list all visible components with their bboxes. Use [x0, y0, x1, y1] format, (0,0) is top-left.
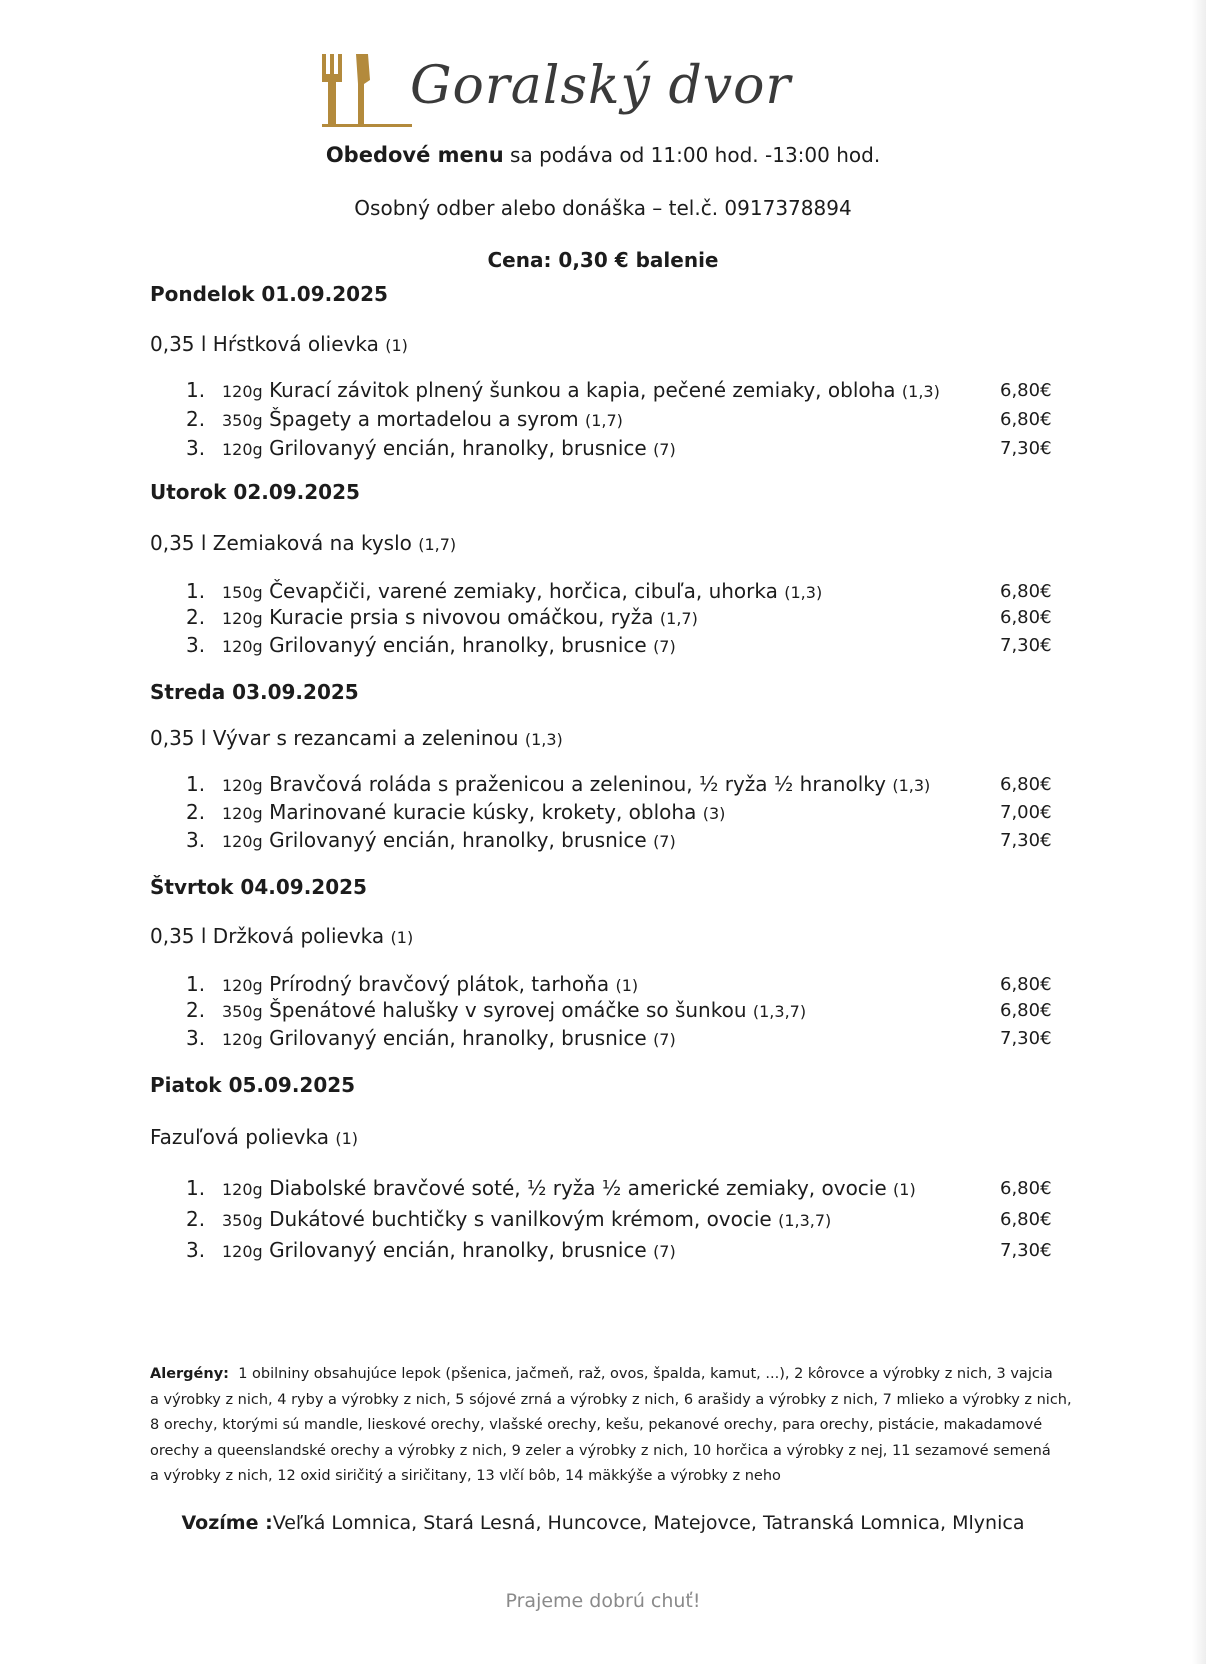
soup-allergens: (1,7)	[418, 535, 457, 554]
dish-line	[222, 800, 725, 824]
dish-line	[222, 378, 940, 402]
dish-allergens: (1,3)	[901, 382, 940, 401]
dish-allergens: (7)	[653, 1242, 676, 1261]
intro-line	[0, 143, 1206, 167]
day-title: Piatok 05.09.2025	[150, 1073, 356, 1097]
dish-line	[222, 972, 638, 996]
dish-name: Grilovanyý encián, hranolky, brusnice	[269, 633, 647, 657]
dish-name: Grilovanyý encián, hranolky, brusnice	[269, 436, 647, 460]
dish-weight: 120g	[222, 637, 263, 656]
soup-name: 0,35 l Hŕstková olievka	[150, 332, 379, 356]
dish-line	[222, 605, 698, 629]
dish-price: 7,30€	[1000, 830, 1052, 851]
soup-allergens: (1)	[385, 336, 408, 355]
allergens-line: a výrobky z nich, 12 oxid siričitý a siričitany, 13 vlčí bôb, 14 mäkkýše a výrobky z neho	[150, 1468, 781, 1484]
dish-number: 1.	[186, 972, 206, 996]
dish-weight: 120g	[222, 1242, 263, 1261]
dish-price: 6,80€	[1000, 581, 1052, 602]
dish-weight: 350g	[222, 1211, 263, 1230]
dish-number: 1.	[186, 1176, 206, 1200]
dish-name: Čevapčiči, varené zemiaky, horčica, cibuľa, uhorka	[269, 579, 778, 603]
soup-line	[150, 726, 563, 750]
serving-hours: sa podáva od 11:00 hod. -13:00 hod.	[503, 143, 881, 167]
dish-allergens: (1,3,7)	[752, 1002, 807, 1021]
dish-allergens: (1,7)	[659, 609, 698, 628]
dish-line	[222, 633, 676, 657]
dish-weight: 120g	[222, 1180, 263, 1199]
dish-number: 3.	[186, 1026, 206, 1050]
dish-price: 6,80€	[1000, 409, 1052, 430]
restaurant-logo	[322, 18, 852, 146]
dish-name: Špagety a mortadelou a syrom	[269, 407, 579, 431]
dish-price: 7,30€	[1000, 438, 1052, 459]
allergens-label: Alergény:	[150, 1366, 229, 1382]
dish-line	[222, 407, 623, 431]
dish-weight: 150g	[222, 583, 263, 602]
allergens-line: orechy a queenslandské orechy a výrobky z nich, 9 zeler a výrobky z nich, 10 horčica a výrobky z nej, 11 sezamové semená	[150, 1442, 1051, 1459]
dish-price: 6,80€	[1000, 607, 1052, 628]
dish-price: 6,80€	[1000, 380, 1052, 401]
dish-line	[222, 579, 822, 603]
dish-allergens: (1)	[615, 976, 639, 995]
delivery-line	[0, 1512, 1206, 1534]
dish-number: 1.	[186, 772, 206, 796]
dish-allergens: (1,7)	[584, 411, 623, 430]
dish-number: 3.	[186, 633, 206, 657]
packaging-price: Cena: 0,30 € balenie	[487, 248, 719, 272]
dish-line	[222, 1207, 831, 1231]
soup-line	[150, 1125, 358, 1149]
day-title: Štvrtok 04.09.2025	[150, 875, 367, 899]
dish-name: Dukátové buchtičky s vanilkovým krémom, ovocie	[269, 1207, 772, 1231]
dish-line	[222, 1176, 916, 1200]
allergens-text: 1 obilniny obsahujúce lepok (pšenica, jačmeň, raž, ovos, špalda, kamut, ...), 2 kôrovce a výrobky z nich, 3 vajcia	[238, 1366, 1053, 1382]
dish-weight: 120g	[222, 776, 263, 795]
dish-line	[222, 998, 806, 1022]
day-title: Streda 03.09.2025	[150, 680, 359, 704]
dish-price: 7,30€	[1000, 1028, 1052, 1049]
dish-name: Grilovanyý encián, hranolky, brusnice	[269, 1026, 647, 1050]
soup-name: 0,35 l Zemiaková na kyslo	[150, 531, 412, 555]
dish-number: 3.	[186, 828, 206, 852]
logo-text: Goralský dvor	[410, 56, 792, 116]
dish-allergens: (3)	[702, 804, 726, 823]
dish-number: 2.	[186, 605, 206, 629]
fork-knife-icon	[322, 18, 412, 128]
dish-line	[222, 1238, 676, 1262]
allergens-line: a výrobky z nich, 4 ryby a výrobky z nich, 5 sójové zrná a výrobky z nich, 6 arašidy a výrobky z nich, 7 mlieko a výrobky z nich,	[150, 1391, 1072, 1408]
dish-allergens: (7)	[653, 1030, 676, 1049]
dish-weight: 120g	[222, 976, 263, 995]
dish-allergens: (7)	[653, 832, 676, 851]
dish-number: 2.	[186, 800, 206, 824]
dish-number: 3.	[186, 436, 206, 460]
dish-name: Diabolské bravčové soté, ½ ryža ½ americké zemiaky, ovocie	[269, 1176, 887, 1200]
day-title: Utorok 02.09.2025	[150, 480, 360, 504]
soup-name: 0,35 l Držková polievka	[150, 924, 385, 948]
delivery-places: Veľká Lomnica, Stará Lesná, Huncovce, Matejovce, Tatranská Lomnica, Mlynica	[272, 1512, 1025, 1534]
dish-name: Kurací závitok plnený šunkou a kapia, pečené zemiaky, obloha	[269, 378, 896, 402]
dish-number: 3.	[186, 1238, 206, 1262]
delivery-label: Vozíme :	[181, 1512, 273, 1534]
dish-weight: 120g	[222, 1030, 263, 1049]
dish-weight: 120g	[222, 440, 263, 459]
dish-number: 1.	[186, 579, 206, 603]
dish-number: 1.	[186, 378, 206, 402]
dish-name: Marinované kuracie kúsky, krokety, obloha	[269, 800, 697, 824]
dish-allergens: (1)	[893, 1180, 916, 1199]
allergens-legend	[150, 1362, 1070, 1490]
soup-allergens: (1)	[390, 928, 414, 947]
dish-number: 2.	[186, 1207, 206, 1231]
dish-weight: 120g	[222, 804, 263, 823]
dish-line	[222, 1026, 676, 1050]
closing-message: Prajeme dobrú chuť!	[505, 1590, 701, 1612]
soup-allergens: (1)	[335, 1129, 358, 1148]
dish-allergens: (1,3)	[892, 776, 931, 795]
menu-title: Obedové menu	[325, 143, 504, 167]
dish-price: 6,80€	[1000, 1178, 1052, 1199]
dish-name: Prírodný bravčový plátok, tarhoňa	[269, 972, 610, 996]
dish-weight: 120g	[222, 832, 263, 851]
dish-line	[222, 436, 676, 460]
dish-allergens: (7)	[653, 440, 676, 459]
dish-allergens: (1,3)	[784, 583, 823, 602]
dish-number: 2.	[186, 407, 206, 431]
dish-weight: 120g	[222, 609, 263, 628]
dish-price: 7,30€	[1000, 635, 1052, 656]
contact-line: Osobný odber alebo donáška – tel.č. 0917378894	[354, 196, 852, 220]
dish-name: Špenátové halušky v syrovej omáčke so šunkou	[269, 998, 747, 1022]
dish-price: 7,00€	[1000, 802, 1052, 823]
soup-name: 0,35 l Vývar s rezancami a zeleninou	[150, 726, 519, 750]
allergens-line: 8 orechy, ktorými sú mandle, lieskové orechy, vlašské orechy, kešu, pekanové orechy, para orechy, pistácie, makadamové	[150, 1417, 1043, 1433]
dish-name: Grilovanyý encián, hranolky, brusnice	[269, 1238, 647, 1262]
dish-weight: 350g	[222, 1002, 263, 1021]
dish-price: 6,80€	[1000, 974, 1052, 995]
dish-name: Grilovanyý encián, hranolky, brusnice	[269, 828, 647, 852]
dish-name: Kuracie prsia s nivovou omáčkou, ryža	[269, 605, 654, 629]
dish-line	[222, 772, 930, 796]
dish-price: 7,30€	[1000, 1240, 1052, 1261]
dish-price: 6,80€	[1000, 1000, 1052, 1021]
dish-weight: 350g	[222, 411, 263, 430]
allergens-line	[150, 1362, 1070, 1388]
dish-allergens: (1,3,7)	[778, 1211, 832, 1230]
dish-weight: 120g	[222, 382, 263, 401]
dish-price: 6,80€	[1000, 774, 1052, 795]
dish-name: Bravčová roláda s praženicou a zeleninou, ½ ryža ½ hranolky	[269, 772, 886, 796]
dish-allergens: (7)	[653, 637, 676, 656]
soup-allergens: (1,3)	[524, 730, 563, 749]
dish-price: 6,80€	[1000, 1209, 1052, 1230]
soup-line	[150, 924, 413, 948]
dish-number: 2.	[186, 998, 206, 1022]
soup-line	[150, 531, 456, 555]
soup-name: Fazuľová polievka	[150, 1125, 329, 1149]
soup-line	[150, 332, 408, 356]
dish-line	[222, 828, 676, 852]
day-title: Pondelok 01.09.2025	[150, 282, 388, 306]
